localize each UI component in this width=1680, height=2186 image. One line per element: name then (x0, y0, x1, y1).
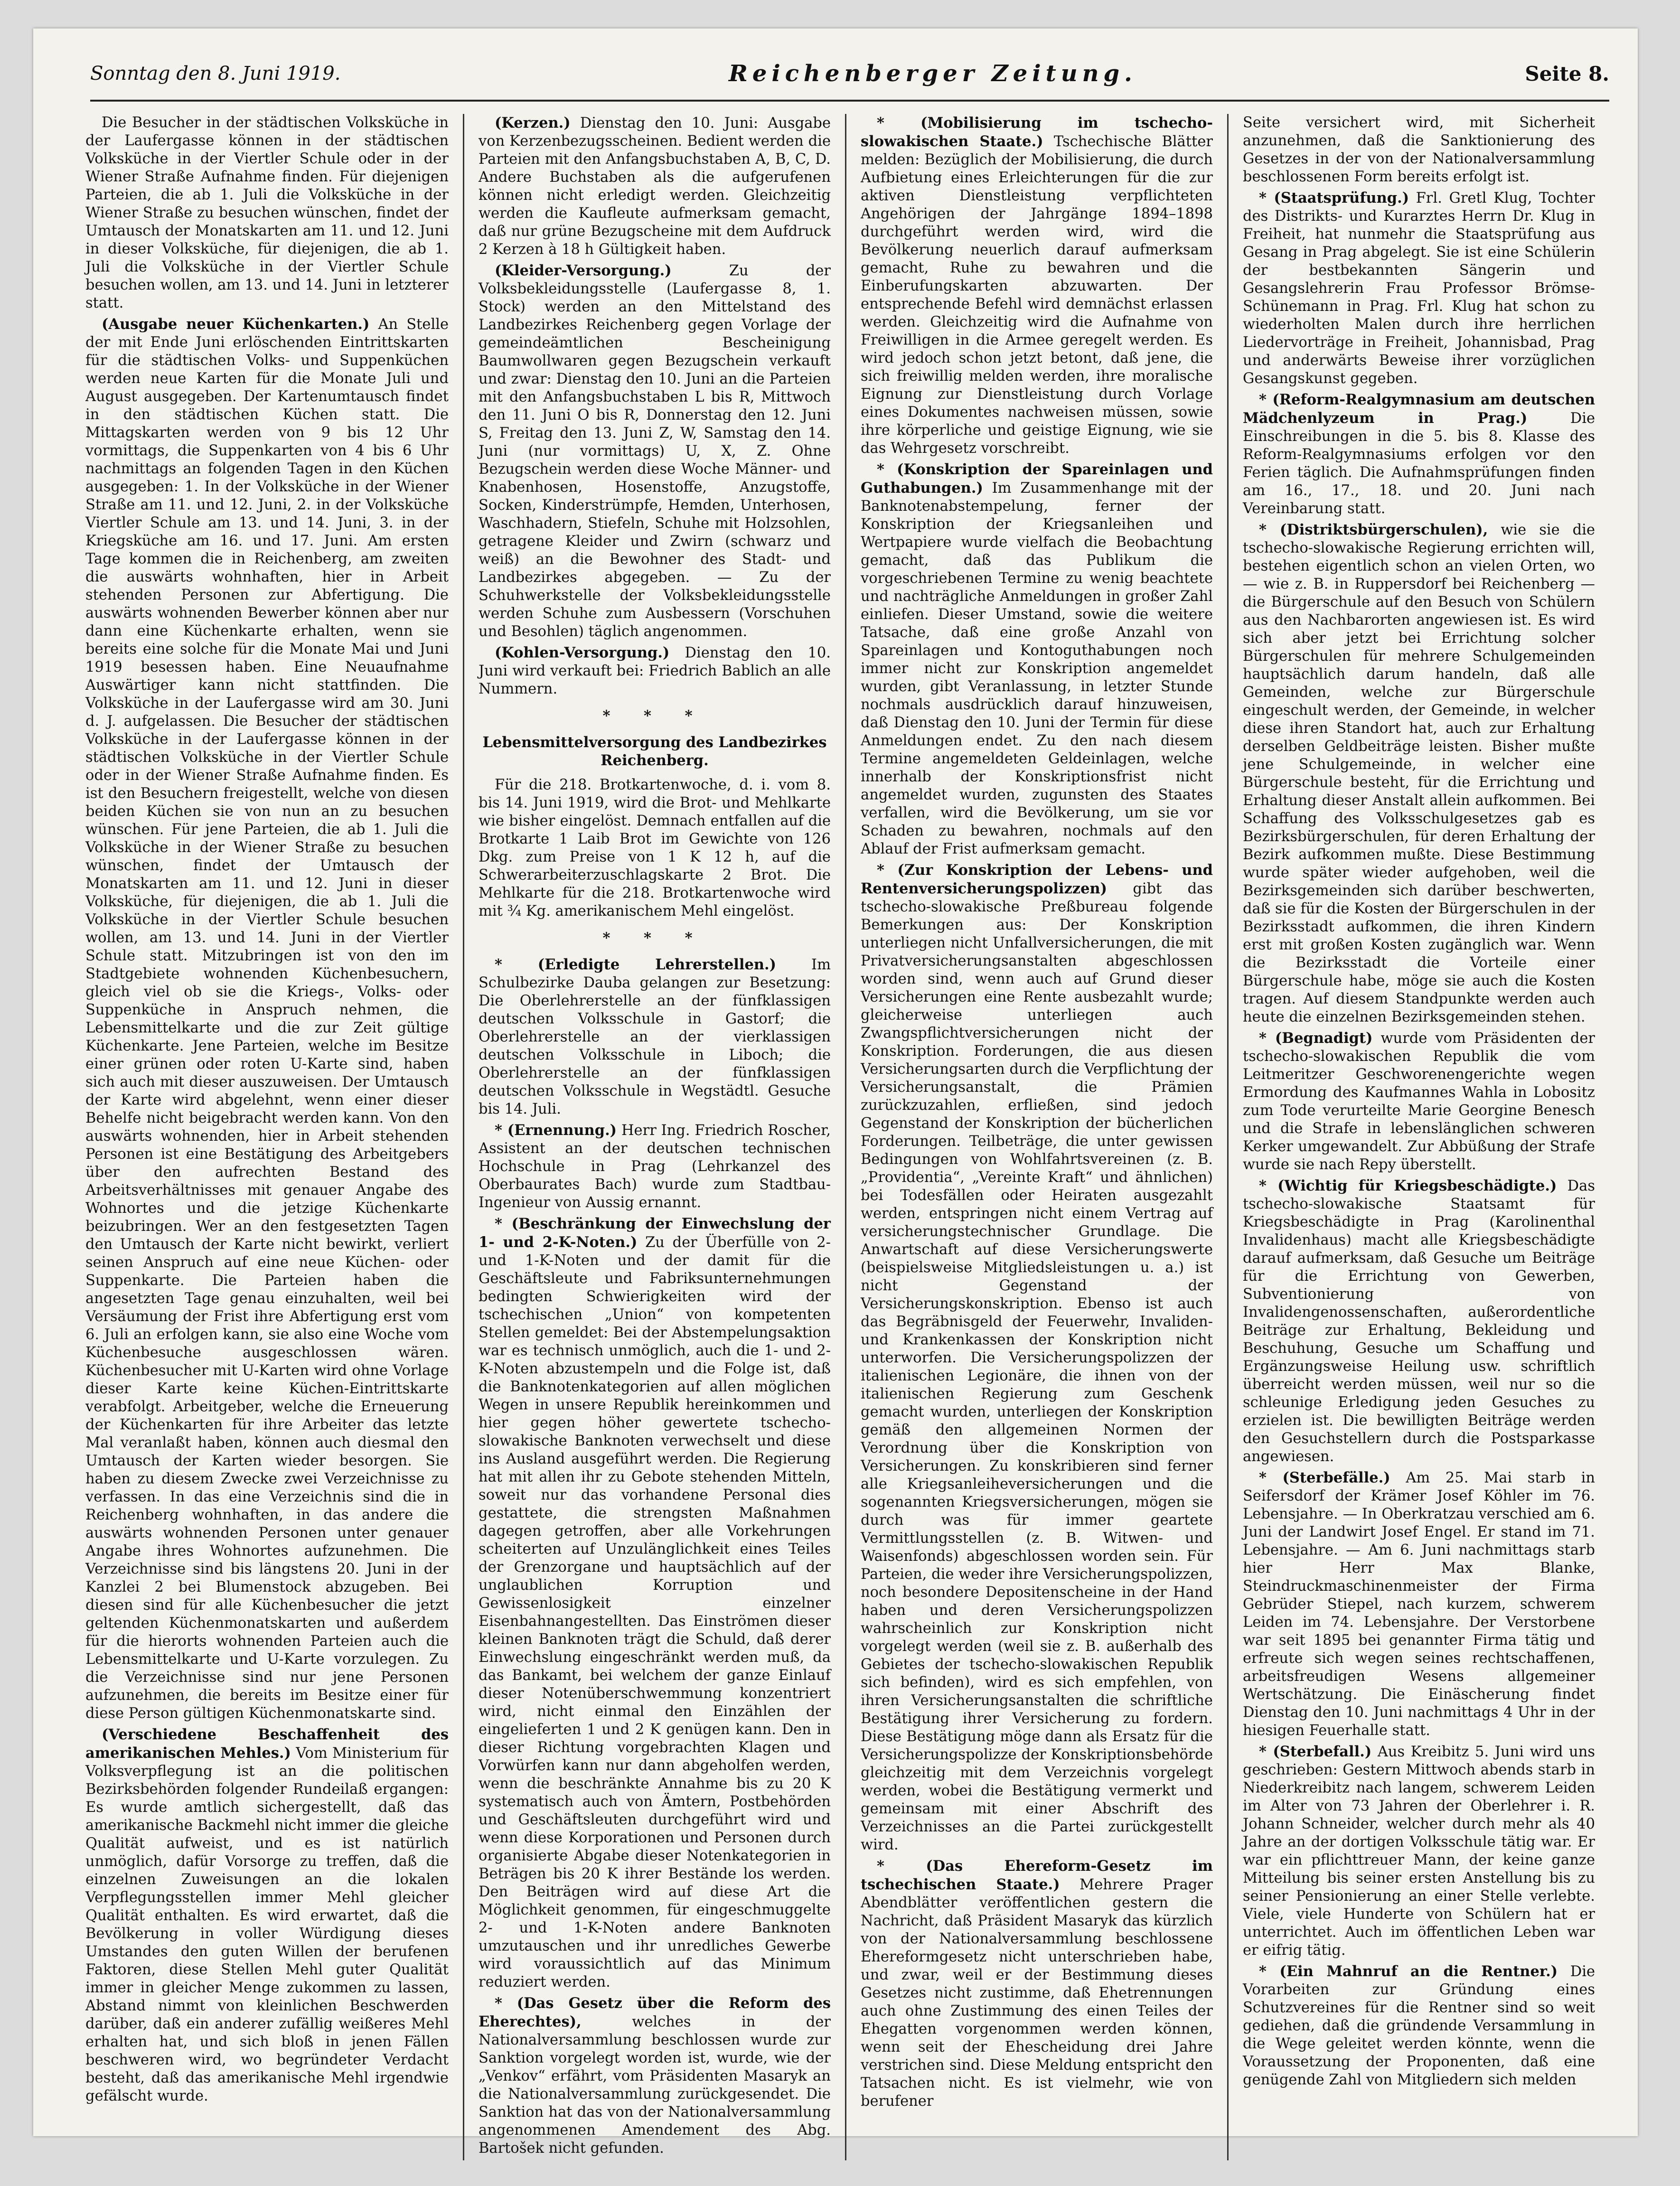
article-body: Die Vorarbeiten zur Gründung eines Schutzvereines für die Rentner sind so weit gediehen, daß die gründende Versammlung in die Wege geleitet werden könnte, wenn die Voraussetzung der Proponenten, daß eine genügende Zahl von Mitgliedern sich melden (1243, 1963, 1595, 2088)
article-paragraph (479, 1215, 831, 1991)
article-body: Im Schulbezirke Dauba gelangen zur Besetzung: Die Oberlehrerstelle an der fünfklassigen deutschen Volksschule in Gastorf; die Oberlehrerstelle an der vierklassigen deutschen Volksschule in Liboch; die Oberlehrerstelle an der fünfklassigen deutschen Volksschule in Wegstädtl. Gesuche bis 14. Juli. (479, 957, 831, 1117)
article-heading: * (Ernennung.) (495, 1122, 617, 1139)
article-body: Die Besucher in der städtischen Volksküche in der Laufergasse können in der städtischen Volksküche in der Viertler Schule oder in der Wiener Straße Aufnahme finden. Für diejenigen Parteien, die ab 1. Juli die Volksküche in der Wiener Straße zu besuchen wünschen, findet der Umtausch der Monatskarten am 11. und 12. Juni in dieser Volksküche, für diejenigen, die ab 1. Juli die Volksküche in der Viertler Schule besuchen wollen, am 13. und 14. Juni in letzterer statt. (85, 114, 449, 311)
article-heading: * (Sterbefall.) (1259, 1743, 1372, 1760)
article-paragraph (1243, 1469, 1595, 1740)
newspaper-title: Reichenberger Zeitung. (729, 60, 1137, 87)
article-heading: * (Begnadigt) (1259, 1030, 1373, 1047)
article-paragraph (861, 114, 1213, 458)
section-heading: Lebensmittelversorgung des Landbezirkes Reichenberg. (482, 734, 827, 769)
article-paragraph (1243, 391, 1595, 518)
article-heading: * (Zur Konskription der Lebens- und Rentenversicherungspolizzen) (861, 862, 1213, 897)
article-body: Aus Kreibitz 5. Juni wird uns geschrieben: Gestern Mittwoch abends starb in Niederkreibitz nach langem, schwerem Leiden im Alter von 73 Jahren der Oberlehrer i. R. Johann Schneider, welcher durch mehr als 40 Jahre an der dortigen Volksschule tätig war. Er war ein pflichttreuer Mann, der keine ganze Mitteilung bis seiner ersten Anstellung bis zu seiner Pensionierung an einer Stelle verlebte. Viele, viele Hunderte von Schülern hat er unterrichtet. Auch im öffentlichen Leben war er eifrig tätig. (1243, 1744, 1595, 1959)
article-body: wie sie die tschecho-slowakische Regierung errichten will, bestehen eigentlich schon an vielen Orten, wo — wie z. B. in Ruppersdorf bei Reichenberg — die Bürgerschule auf den Besuch von Schülern aus den Nachbarorten angewiesen ist. Es wird sich aber jetzt bei Errichtung solcher Bürgerschulen für mehrere Schulgemeinden hauptsächlich darum handeln, daß alle Gemeinden, welche zur Bürgerschule eingeschult werden, der Gemeinde, in welcher diese ihren Standort hat, auch zur Erhaltung derselben Geldbeiträge leisten. Bisher mußte jene Schulgemeinde, in welcher eine Bürgerschule besteht, für die Errichtung und Erhaltung dieser Anstalt allein aufkommen. Bei Schaffung des Volksschulgesetzes gab es Bezirksbürgerschulen, für deren Erhaltung der Bezirk aufkommen mußte. Diese Bestimmung wurde später wieder aufgehoben, weil die Bezirksgemeinden sich darüber beschwerten, daß sie für die Kosten der Bürgerschulen in der Bezirksstadt aufkommen, die ihren Kindern erst mit großen Kosten zugänglich war. Wenn die Bezirksstadt die Vorteile einer Bürgerschule habe, möge sie auch die Kosten tragen. Auf diesem Standpunkte werden auch heute die einzelnen Bezirksgemeinden stehen. (1243, 522, 1595, 1025)
article-body: Die Einschreibungen in die 5. bis 8. Klasse des Reform-Realgymnasiums erfolgen vor den Ferien täglich. Die Aufnahmsprüfungen finden am 16., 17., 18. und 20. Juni nach Vereinbarung statt. (1243, 410, 1595, 517)
article-body: wurde vom Präsidenten der tschecho-slowakischen Republik die vom Leitmeritzer Geschworenengerichte wegen Ermordung des Kaufmannes Wahla in Lobositz zum Tode verurteilte Marie Georgine Benesch und die Strafe in lebenslänglichen schweren Kerker umgewandelt. Zur Abbüßung der Strafe wurde sie nach Repy überstellt. (1243, 1030, 1595, 1173)
article-paragraph (1243, 1177, 1595, 1466)
column-2 (463, 114, 845, 2160)
article-paragraph (479, 956, 831, 1118)
article-heading: (Kerzen.) (495, 114, 571, 131)
article-heading: * (Konskription der Spareinlagen und Guthabungen.) (861, 461, 1213, 497)
article-heading: * (Staatsprüfung.) (1259, 189, 1409, 206)
article-body: Dienstag den 10. Juni wird verkauft bei: Friedrich Bablich an alle Nummern. (479, 645, 831, 697)
article-paragraph (479, 114, 831, 259)
article-body: Zu der Volksbekleidungsstelle (Laufergasse 8, 1. Stock) werden an den Mittelstand des Landbezirkes Reichenberg gegen Vorlage der gemeindeämtlichen Bescheinigung Baumwollwaren gegen Bezugschein verkauft und zwar: Dienstag den 10. Juni an die Parteien mit den Anfangsbuchstaben L bis R, Mittwoch den 11. Juni O bis R, Donnerstag den 12. Juni S, Freitag den 13. Juni Z, W, Samstag den 14. Juni (nur vormittags) U, X, Z. Ohne Bezugschein werden diese Woche Männer- und Knabenhosen, Hosenstoffe, Anzugstoffe, Socken, Kinderstrümpfe, Hemden, Unterhosen, Waschhadern, Stiefeln, Schuhe mit Holzsohlen, getragene Kleider und Zwirn (schwarz und weiß) an die Bewohner des Stadt- und Landbezirkes abgegeben. — Zu der Schuhwerkstelle der Volksbekleidungsstelle werden Schuhe zum Ausbessern (Vorschuhen und Besohlen) täglich angenommen. (479, 263, 831, 640)
section-separator: * * * (602, 929, 707, 947)
masthead (90, 47, 1609, 102)
article-heading: * (Mobilisierung im tschecho-slowakischen Staate.) (861, 114, 1213, 150)
article-columns (81, 114, 1609, 2157)
article-body: Für die 218. Brotkartenwoche, d. i. vom 8. bis 14. Juni 1919, wird die Brot- und Mehlkarte wie bisher eingelöst. Demnach entfallen auf die Brotkarte 1 Laib Brot im Gewichte von 126 Dkg. zum Preise von 1 K 12 h, auf die Schwerarbeiterzuschlagskarte 2 Brot. Die Mehlkarte für die 218. Brotkartenwoche wird mit ¾ Kg. amerikanischem Mehl eingelöst. (479, 777, 831, 919)
article-paragraph (479, 1121, 831, 1212)
article-body: Im Zusammenhange mit der Banknotenabstempelung, ferner der Konskription der Kriegsanleihen und Wertpapiere wurde vielfach die Beobachtung gemacht, daß das Publikum die vorgeschriebenen Termine zu wenig beachtete und nachträgliche Anmeldungen in großer Zahl einliefen. Dieser Umstand, sowie die weitere Tatsache, daß eine große Anzahl von Spareinlagen und Kontoguthabungen noch immer nicht zur Konskription angemeldet wurden, gibt Veranlassung, in letzter Stunde nochmals ausdrücklich darauf hinzuweisen, daß Dienstag den 10. Juni der Termin für diese Anmeldungen endet. Zu den nach diesem Termine angemeldeten Geldeinlagen, welche innerhalb der Konskriptionsfrist nicht angemeldet wurden, zugunsten des Staates verfallen, wird die Bevölkerung, um sie vor Schaden zu bewahren, nochmals auf den Ablauf der Frist aufmerksam gemacht. (861, 480, 1213, 857)
article-paragraph (1243, 189, 1595, 388)
column-4 (1227, 114, 1609, 2160)
article-body: welches in der Nationalversammlung beschlossen wurde zur Sanktion vorgelegt worden ist, wurde, wie der „Venkov“ erfährt, vom Präsidenten Masaryk an die Nationalversammlung zurückgesendet. Die Sanktion hat das von der Nationalversammlung angenommenen Amendement des Abg. Bartošek nicht gefunden. (479, 2014, 831, 2157)
newspaper-page (33, 28, 1638, 2157)
article-paragraph (861, 1857, 1213, 2111)
article-paragraph (85, 114, 449, 312)
article-paragraph (479, 262, 831, 641)
article-paragraph (479, 1994, 831, 2158)
article-body: Mehrere Prager Abendblätter veröffentlichen gestern die Nachricht, daß Präsident Masaryk das kürzlich von der Nationalversammlung beschlossene Ehereformgesetz nicht unterschrieben habe, und zwar, weil er der Bestimmung dieses Gesetzes nicht zustimme, daß Ehetrennungen auch ohne Zustimmung des einen Teiles der Ehegatten vorgenommen werden können, wenn seit der Ehescheidung drei Jahre verstrichen sind. Diese Meldung entspricht den Tatsachen nicht. Es ist vielmehr, wie von berufener (861, 1876, 1213, 2110)
article-paragraph (479, 644, 831, 698)
article-heading: * (Beschränkung der Einwechslung der 1- und 2-K-Noten.) (479, 1215, 831, 1251)
article-paragraph (1243, 1962, 1595, 2089)
article-paragraph (861, 861, 1213, 1854)
article-body: Zu der Überfülle von 2- und 1-K-Noten und der damit für die Geschäftsleute und Fabriksunternehmungen bedingten Schwierigkeiten wird der tschechischen „Union“ von kompetenten Stellen gemeldet: Bei der Abstempelungsaktion war es technisch unmöglich, auch die 1- und 2-K-Noten abzustempeln und die Folge ist, daß die Banknotenkategorien auf allen möglichen Wegen in unsere Republik hereinkommen und hier gegen höher gewertete tschecho-slowakische Banknoten verwechselt und diese ins Ausland ausgeführt werden. Die Regierung hat mit allen ihr zu Gebote stehenden Mitteln, soweit nur das vorhandene Personal dies gestattete, die strengsten Maßnahmen dagegen getroffen, aber alle Vorkehrungen scheiterten auf Unzulänglichkeit eines Teiles der Grenzorgane und hauptsächlich auf der unglaublichen Korruption und Gewissenlosigkeit einzelner Eisenbahnangestellten. Das Einströmen dieser kleinen Banknoten trägt die Schuld, daß derer Einwechslung eingeschränkt werden muß, da das Bankamt, bei welchem der ganze Einlauf dieser Notenüberschwemmung konzentriert wird, nicht einmal den Einzählen der eingelieferten 1 und 2 K genügen kann. Den in dieser Richtung vorgebrachten Klagen und Vorwürfen kann nur dann abgeholfen werden, wenn die beschränkte Annahme bis zu 20 K systematisch auch von Ämtern, Postbehörden und Geschäftsleuten durchgeführt wird und wenn diese Korporationen und Personen durch organisierte Abgabe dieser Notenkategorien in Beträgen bis 20 K ihrer Bestände los werden. Den Beiträgen wird auf diese Art die Möglichkeit genommen, für eingeschmuggelte 2- und 1-K-Noten andere Banknoten umzutauschen und ihr unredliches Gewerbe wird voraussichtlich auf das Minimum reduziert werden. (479, 1234, 831, 1990)
article-heading: * (Erledigte Lehrerstellen.) (495, 956, 777, 973)
article-heading: * (Das Ehereform-Gesetz im tschechischen Staate.) (861, 1858, 1213, 1893)
article-heading: (Ausgabe neuer Küchenkarten.) (102, 316, 370, 333)
article-heading: (Verschiedene Beschaffenheit des amerikanischen Mehles.) (85, 1726, 449, 1762)
article-body: Das tschecho-slowakische Staatsamt für Kriegsbeschädigte in Prag (Karolinenthal Invalidenhaus) macht alle Kriegsbeschädigte darauf aufmerksam, daß Gesuche um Beiträge für die Errichtung von Gewerben, Subventionierung von Invalidengenossenschaften, außerordentliche Beiträge zur Erhaltung, Bekleidung und Beschuhung, Gesuche um Schaffung und Ergänzungsweise Heilung usw. schriftlich überreicht werden müssen, weil nur so die schleunige Erledigung jeden Gesuches zu erzielen ist. Die bewilligten Beiträge werden den Gesuchstellern durch die Postsparkasse angewiesen. (1243, 1178, 1595, 1465)
article-body: Seite versichert wird, mit Sicherheit anzunehmen, daß die Sanktionierung des Gesetzes in der von der Nationalversammlung beschlossenen Form bereits erfolgt ist. (1243, 114, 1595, 185)
article-heading: (Kohlen-Versorgung.) (495, 644, 670, 661)
article-body: Am 25. Mai starb in Seifersdorf der Krämer Josef Köhler im 76. Lebensjahre. — In Oberkratzau verschied am 6. Juni der Landwirt Josef Engel. Er stand im 71. Lebensjahre. — Am 6. Juni nachmittags starb hier Herr Max Blanke, Steindruckmaschinenmeister der Firma Gebrüder Stiepel, nach kurzem, schwerem Leiden im 74. Lebensjahre. Der Verstorbene war seit 1895 bei genannter Firma tätig und erfreute sich wegen seines rechtschaffenen, arbeitsfreudigen Wesens allgemeiner Wertschätzung. Die Einäscherung findet Dienstag den 10. Juni nachmittags 4 Uhr in der hiesigen Feuerhalle statt. (1243, 1470, 1595, 1739)
article-heading: * (Sterbefälle.) (1259, 1469, 1390, 1486)
article-body: Tschechische Blätter melden: Bezüglich der Mobilisierung, die durch Aufbietung eines Erleichterungen für die zur aktiven Dienstleistung verpflichteten Angehörigen der Jahrgänge 1894–1898 durchgeführt werden wird, wird die Bevölkerung neuerlich darauf aufmerksam gemacht, Ruhe zu bewahren und die Einberufungskarten abzuwarten. Der entsprechende Befehl wird demnächst erlassen werden. Gleichzeitig wird die Aufnahme von Freiwilligen in die Armee geregelt werden. Es wird jedoch schon jetzt betont, daß jene, die sich freiwillig melden werden, ihre moralische Eignung zur Dienstleistung durch Vorlage eines Dokumentes nachweisen müssen, sowie ihre körperliche und geistige Eignung, wie sie das Wehrgesetz vorschreibt. (861, 133, 1213, 457)
article-paragraph (1243, 1743, 1595, 1960)
article-body: Frl. Gretl Klug, Tochter des Distrikts- und Kurarztes Herrn Dr. Klug in Freiheit, hat nunmehr die Staatsprüfung aus Gesang in Prag abgelegt. Sie ist eine Schülerin der bestbekannten Sängerin und Gesangslehrerin Frau Professor Brömse-Schünemann in Prag. Frl. Klug hat schon zu wiederholten Malen durch ihre herrlichen Liedervorträge in Freiheit, Johannisbad, Prag und anderwärts Beweise ihrer vorzüglichen Gesangskunst gegeben. (1243, 190, 1595, 387)
article-paragraph (1243, 1029, 1595, 1174)
article-body: Herr Ing. Friedrich Roscher, Assistent an der deutschen technischen Hochschule in Prag (Lehrkanzel des Oberbaurates Bach) wurde zum Stadtbau-Ingenieur von Aussig ernannt. (479, 1122, 831, 1211)
article-heading: * (Wichtig für Kriegsbeschädigte.) (1259, 1177, 1557, 1194)
article-heading: * (Ein Mahnruf an die Rentner.) (1259, 1963, 1558, 1980)
article-body: An Stelle der mit Ende Juni erlöschenden Eintrittskarten für die städtischen Volks- und Suppenküchen werden neue Karten für die Monate Juli und August ausgegeben. Der Kartenumtausch findet in den städtischen Küchen statt. Die Mittagskarten werden von 9 bis 12 Uhr vormittags, die Suppenkarten von 4 bis 6 Uhr nachmittags an folgenden Tagen in den Küchen ausgegeben: 1. In der Volksküche in der Wiener Straße am 11. und 12. Juni, 2. in der Volksküche Viertler Schule am 13. und 14. Juni, 3. in der Kriegsküche am 16. und 17. Juni. Am ersten Tage kommen die in Reichenberg, am zweiten die auswärts wohnhaften, hier in Arbeit stehenden Personen zur Abfertigung. Die auswärts wohnenden Bewerber können aber nur dann eine Küchenkarte erhalten, wenn sie bereits eine solche für die Monate Mai und Juni 1919 besessen haben. Eine Neuaufnahme Auswärtiger kann nicht stattfinden. Die Volksküche in der Laufergasse wird am 30. Juni d. J. aufgelassen. Die Besucher der städtischen Volksküche in der Laufergasse können in der städtischen Volksküche in der Viertler Schule oder in der Wiener Straße Aufnahme finden. Es ist den Besuchern freigestellt, welche von diesen beiden Küchen sie von nun an zu besuchen wünschen. Für jene Parteien, die ab 1. Juli die Volksküche in der Wiener Straße zu besuchen wünschen, findet der Umtausch der Monatskarten am 11. und 12. Juni in dieser Volksküche, für diejenigen, die ab 1. Juli die Volksküche in der Viertler Schule besuchen wollen, am 13. und 14. Juni in der Viertler Schule statt. Mitzubringen ist von den im Stadtgebiete wohnenden Küchenbesuchern, gleich viel ob sie die Kriegs-, Volks- oder Suppenküche in Anspruch nehmen, die Lebensmittelkarte und die zur Zeit gültige Küchenkarte. Jene Parteien, welche im Besitze einer grünen oder roten U-Karte sind, haben sich auch mit dieser auszuweisen. Der Umtausch der Karte wird abgelehnt, wenn einer dieser Behelfe nicht beigebracht werden kann. Von den auswärts wohnenden, hier in Arbeit stehenden Personen ist eine Bestätigung des Arbeitgebers über den aufrechten Bestand des Arbeitsverhältnisses mit genauer Angabe des Wohnortes und die jetzige Küchenkarte beizubringen. Wer an den festgesetzten Tagen den Umtausch der Karte nicht bewirkt, verliert seinen Anspruch auf eine neue Küchen- oder Suppenkarte. Die Parteien haben die angesetzten Tage genau einzuhalten, weil bei Versäumung der Frist ihre Abfertigung erst vom 6. Juli an erfolgen kann, sie also eine Woche vom Küchenbesuche ausgeschlossen wären. Küchenbesucher mit U-Karten wird ohne Vorlage dieser Karte keine Küchen-Eintrittskarte verabfolgt. Arbeitgeber, welche die Erneuerung der Küchenkarten für ihre Arbeiter das letzte Mal veranlaßt haben, können auch diesmal den Umtausch der Karten wieder besorgen. Sie haben zu diesem Zwecke zwei Verzeichnisse zu verfassen. In das eine Verzeichnis sind die in Reichenberg wohnhaften, in das andere die auswärts wohnenden Personen unter genauer Angabe ihres Wohnortes aufzunehmen. Die Verzeichnisse sind bis längstens 20. Juni in der Kanzlei 2 bei Blumenstock abzugeben. Bei diesen sind für alle Küchenbesucher die jetzt geltenden Küchenmonatskarten und außerdem für die hierorts wohnenden Parteien auch die Lebensmittelkarte und U-Karte vorzulegen. Zu die Verzeichnisse sind nur jene Personen aufzunehmen, die bereits im Besitze einer für diese Person gültigen Küchenmonatskarte sind. (85, 316, 449, 1722)
page-number: Seite 8. (1525, 62, 1609, 85)
article-body: Vom Ministerium für Volksverpflegung ist an die politischen Bezirksbehörden folgender Rundeilaß ergangen: Es wurde amtlich sichergestellt, daß das amerikanische Backmehl nicht immer die gleiche Qualität aufweist, und es ist natürlich unmöglich, dafür Vorsorge zu treffen, daß die einzelnen Zuweisungen an die lokalen Verpflegungsstellen immer Mehl gleicher Qualität enthalten. Es wird erwartet, daß die Bevölkerung in voller Würdigung dieses Umstandes den guten Willen der berufenen Faktoren, diese Stellen Mehl guter Qualität immer in gleicher Menge zukommen zu lassen, Abstand nimmt von kleinlichen Beschwerden darüber, daß ein anderer zufällig weißeres Mehl erhalten hat, und sich bloß in jenen Fällen beschweren wird, wo begründeter Verdacht besteht, daß das amerikanische Mehl irgendwie gefälscht wurde. (85, 1745, 449, 2104)
section-separator: * * * (602, 707, 707, 724)
article-paragraph (1243, 521, 1595, 1026)
issue-date: Sonntag den 8. Juni 1919. (90, 63, 341, 84)
article-body: gibt das tschecho-slowakische Preßbureau folgende Bemerkungen aus: Der Konskription unterliegen nicht Unfallversicherungen, die mit Privatversicherungsanstalten abgeschlossen worden sind, wenn auch auf Grund dieser Versicherungen eine Rente ausbezahlt wurde; gleicherweise unterliegen auch Zwangspflichtversicherungen nicht der Konskription. Forderungen, die aus diesen Versicherungsarten durch die Verpflichtung der Versicherungsanstalt, die Prämien zurückzuzahlen, erfließen, sind jedoch Gegenstand der Konskription der bücherlichen Forderungen. Teilbeträge, die unter gewissen Bedingungen von Wohlfahrtsvereinen (z. B. „Providentia“, „Vereinte Kraft“ und ähnlichen) bei Todesfällen oder Heiraten ausgezahlt werden, entspringen nicht einem Vertrag auf versicherungstechnischer Grundlage. Die Anwartschaft auf diese Versicherungswerte (beispielsweise Mitgliedsleistungen u. a.) ist nicht Gegenstand der Versicherungskonskription. Ebenso ist auch das Begräbnisgeld der Feuerwehr, Invaliden- und Krankenkassen der Konskription nicht unterworfen. Die Versicherungspolizzen der italienischen Legionäre, die ihnen von der italienischen Regierung zum Geschenk gemacht wurden, unterliegen der Konskription gemäß den allgemeinen Normen der Verordnung über die Konskription von Versicherungen. Zu konskribieren sind ferner alle Kriegsanleiheversicherungen und die sogenannten Kriegsversicherungen, mögen sie durch was für immer geartete Vermittlungsstellen (z. B. Witwen- und Waisenfonds) abgeschlossen worden sein. Für Parteien, die weder ihre Versicherungspolizzen, noch besondere Depositenscheine in der Hand haben und deren Versicherungspolizzen wahrscheinlich zur Konskription nicht vorgelegt werden (weil sie z. B. außerhalb des Gebietes der tschecho-slowakischen Republik sich befinden), wird es sich empfehlen, von ihren Versicherungsanstalten die schriftliche Bestätigung ihrer Versicherung zu fordern. Diese Bestätigung möge dann als Ersatz für die Versicherungspolizze der Konskriptionsbehörde gleichzeitig mit dem Verzeichnis vorgelegt werden, wobei die Bestätigung vermerkt und gemeinsam mit einer Abschrift des Verzeichnisses an die Partei zurückgestellt wird. (861, 881, 1213, 1853)
article-heading: * (Distriktsbürgerschulen), (1259, 521, 1488, 538)
article-paragraph (861, 460, 1213, 858)
column-3 (845, 114, 1227, 2160)
article-heading: * (Reform-Realgymnasium am deutschen Mädchenlyzeum in Prag.) (1243, 391, 1595, 427)
article-paragraph (479, 776, 831, 920)
column-1 (81, 114, 463, 2160)
article-heading: * (Das Gesetz über die Reform des Eherechtes), (479, 1995, 831, 2030)
article-body: Dienstag den 10. Juni: Ausgabe von Kerzenbezugsscheinen. Bedient werden die Parteien mit den Anfangsbuchstaben A, B, C, D. Andere Buchstaben als die aufgerufenen können nicht erledigt werden. Gleichzeitig werden die Kaufleute aufmerksam gemacht, daß nur grüne Bezugscheine mit dem Aufdruck 2 Kerzen à 18 h Gültigkeit haben. (479, 115, 831, 258)
article-paragraph (85, 315, 449, 1723)
article-paragraph (1243, 114, 1595, 186)
article-paragraph (85, 1726, 449, 2105)
article-heading: (Kleider-Versorgung.) (495, 262, 672, 279)
